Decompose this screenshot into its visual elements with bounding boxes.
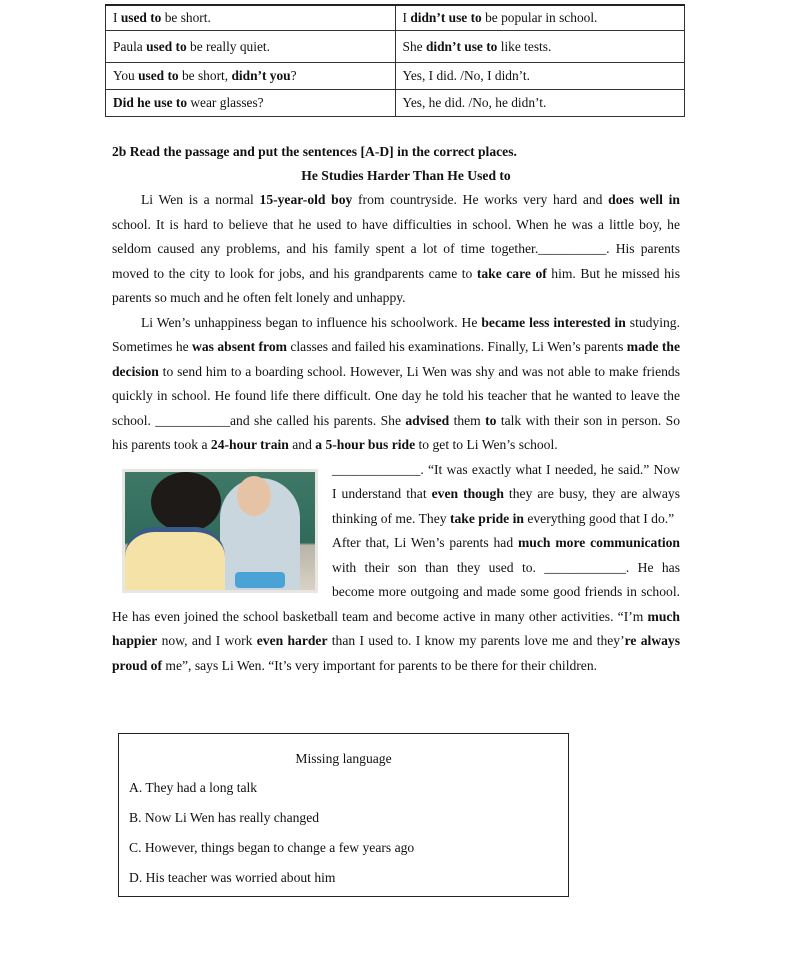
text: ? (290, 68, 297, 83)
text: to send him to a boarding school. However, Li Wen was shy and was not able to make friends quickly in school. He found life there difficult. One day he told his teacher that he wanted to leave the school. ___________and she called his parents. She (112, 363, 680, 428)
bold-text: used to (146, 38, 187, 54)
text: I (402, 10, 411, 25)
text: from countryside. He works very hard and (352, 192, 609, 207)
table-cell (106, 90, 396, 117)
text: be popular in school. (481, 10, 598, 25)
table-cell (106, 5, 396, 31)
text: _____________. “It was exactly what I needed, he said.” Now I understand that (332, 461, 680, 501)
bold-text: didn’t use to (410, 10, 482, 25)
table-row (106, 5, 685, 31)
table-row (106, 90, 685, 117)
text: Yes, I did. /No, I didn’t. (402, 68, 530, 83)
text: school. It is hard to believe that he used to have difficulties in school. When he was a little boy, he seldom caused any problems, and his family spent a lot of time together.__________. His parents moved to the city to look for jobs, and his grandparents came to (112, 216, 680, 281)
text: with their son than they used to. ____________. He has become more outgoing and made some good friends in school. He has even joined the school basketball team and become active in many other activities. “I’m (112, 559, 680, 624)
text: than I used to. I know my parents love me and they’ (327, 633, 625, 648)
bold-text: advised (405, 412, 450, 428)
text: to get to Li Wen’s school. (415, 437, 558, 452)
text: I (113, 10, 121, 25)
exercise-instruction: 2b Read the passage and put the sentences [A-D] in the correct places. (112, 144, 517, 159)
text: Paula (113, 38, 147, 54)
text: be short. (161, 10, 211, 25)
box-heading: Missing language (295, 751, 392, 766)
bold-text: was absent from (192, 339, 287, 354)
text: and (288, 437, 316, 452)
text: me”, says Li Wen. “It’s very important for parents to be there for their children. (162, 657, 598, 673)
bold-text: much happier (112, 608, 680, 648)
table-cell (395, 63, 685, 90)
bold-text: didn’t you (231, 68, 291, 83)
text: Yes, he did. /No, he didn’t. (402, 95, 547, 110)
paragraph-2 (112, 311, 680, 458)
table-cell (395, 31, 685, 63)
classroom-photo (122, 469, 318, 593)
passage (112, 188, 680, 678)
text: classes and failed his examinations. Finally, Li Wen’s parents (286, 339, 627, 354)
text: talk with their son in person. So his parents took a (112, 412, 680, 452)
table-cell (106, 31, 396, 63)
text: like tests. (497, 38, 552, 54)
table-cell (395, 5, 685, 31)
text: After that, Li Wen’s parents had (332, 535, 518, 550)
bold-text: became less interested in (481, 314, 626, 330)
passage-title: He Studies Harder Than He Used to (301, 168, 511, 183)
table-row (106, 63, 685, 90)
option-d: D. His teacher was worried about him (129, 870, 336, 885)
option-a: A. They had a long talk (129, 780, 258, 795)
text: studying. Sometimes he (112, 314, 680, 354)
paragraph-1 (112, 188, 680, 311)
bold-text: 15-year-old boy (259, 192, 353, 207)
table-cell (395, 90, 685, 117)
table-cell (106, 63, 396, 90)
text: everything good that I do.” (523, 510, 675, 526)
bold-text: even though (431, 486, 504, 501)
bold-text: to (485, 412, 497, 428)
text: be short, (178, 68, 232, 83)
text: they are busy, they are always thinking of me. They (332, 486, 680, 526)
bold-text: made the decision (112, 339, 680, 379)
text: Li Wen’s unhappiness began to influence his schoolwork. He (141, 314, 482, 330)
missing-language-box (118, 733, 569, 897)
text: him. But he missed his parents so much and he often felt lonely and unhappy. (112, 265, 680, 305)
bold-text: re always proud of (112, 633, 681, 673)
bold-text: take pride in (449, 510, 524, 526)
option-b: B. Now Li Wen has really changed (129, 810, 320, 825)
bold-text: a 5-hour bus ride (315, 437, 416, 452)
bold-text: much more communication (517, 535, 680, 550)
bold-text: 24-hour train (210, 437, 289, 452)
option-c: C. However, things began to change a few years ago (129, 840, 415, 855)
bold-text: take care of (476, 265, 547, 281)
bold-text: does well in (608, 192, 680, 207)
text: She (402, 38, 426, 54)
bold-text: used to (120, 10, 162, 25)
text: You (113, 68, 139, 83)
grammar-table (105, 4, 685, 117)
text: wear glasses? (187, 95, 264, 110)
text: be really quiet. (186, 38, 270, 54)
bold-text: used to (138, 68, 179, 83)
bold-text: even harder (256, 633, 328, 648)
table-row (106, 31, 685, 63)
bold-text: didn’t use to (425, 38, 498, 54)
text: Li Wen is a normal (141, 192, 260, 207)
text: them (449, 412, 486, 428)
bold-text: Did he use to (113, 95, 188, 110)
text: now, and I work (157, 633, 257, 648)
